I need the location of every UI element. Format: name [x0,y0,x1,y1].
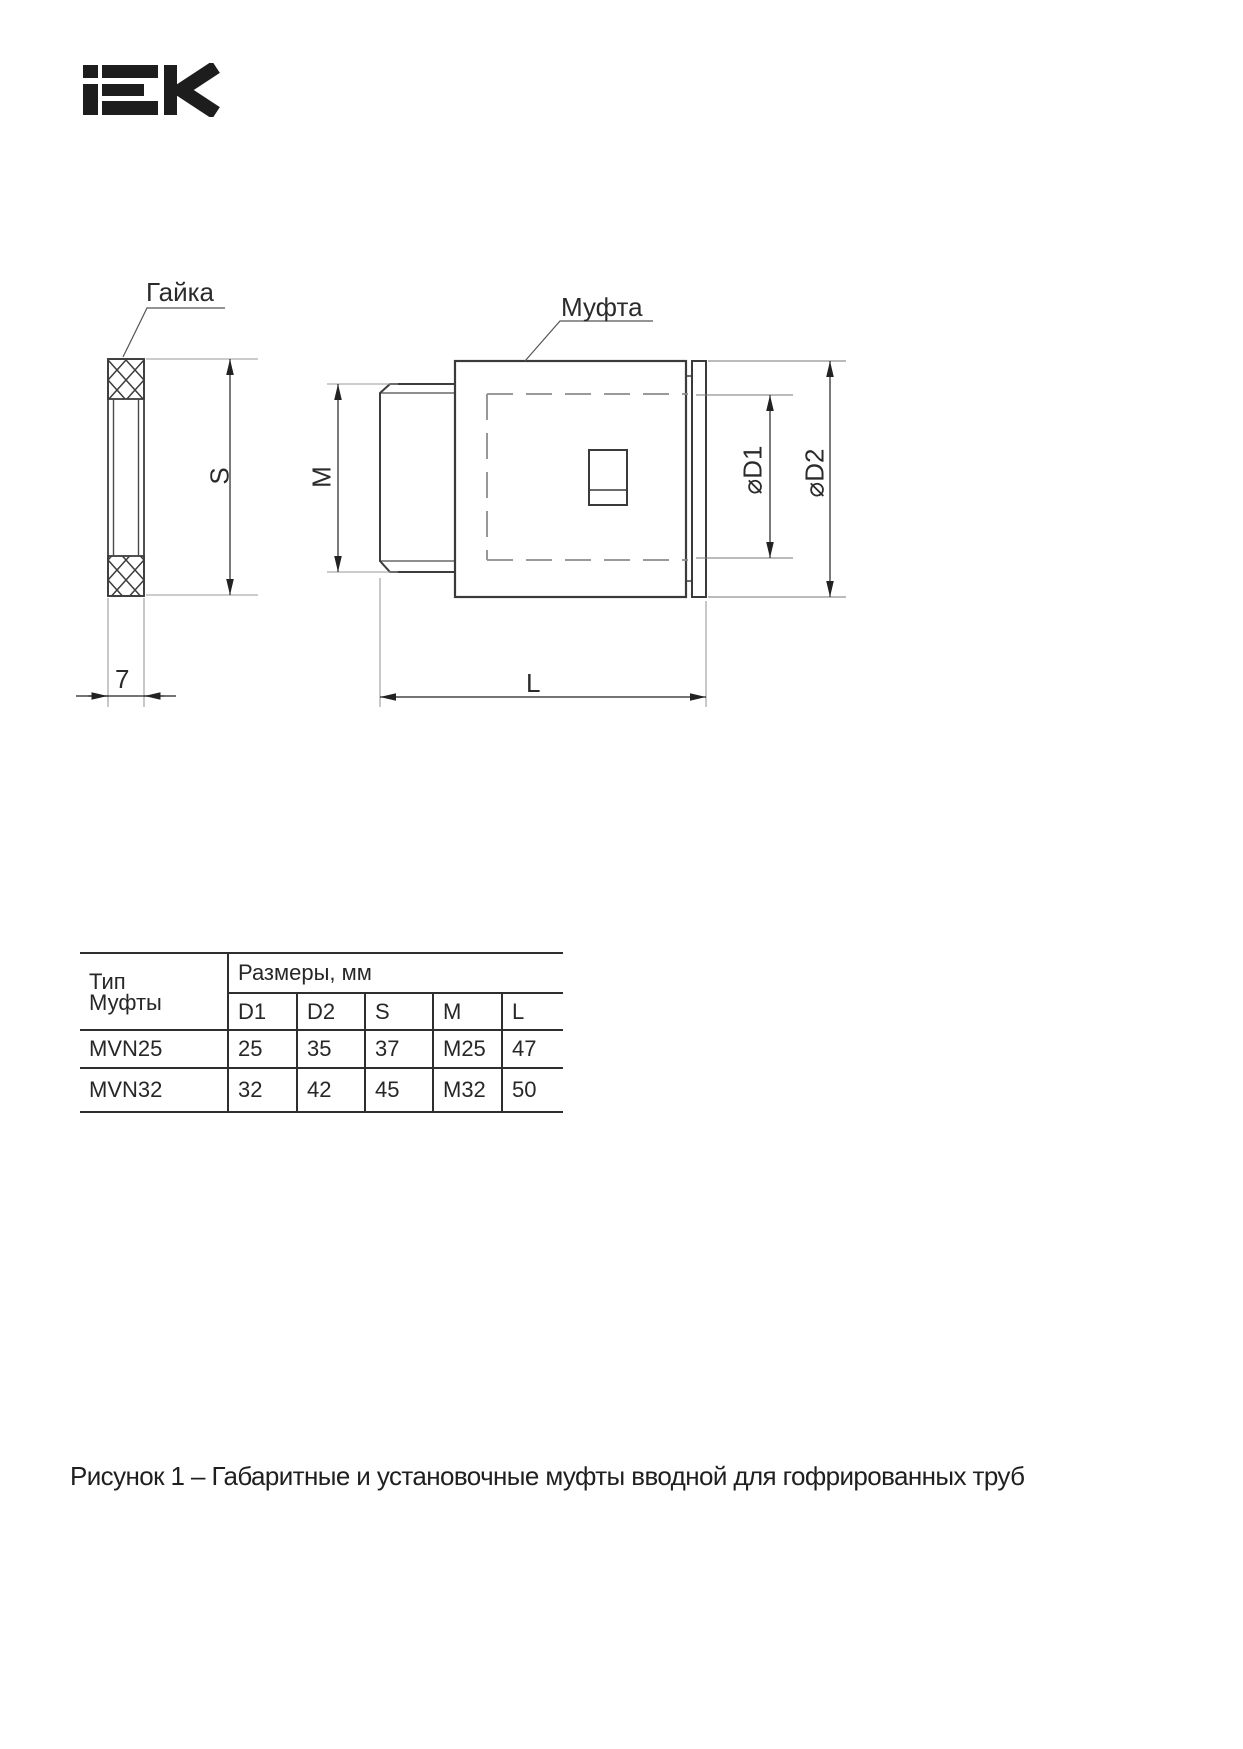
dim-d2-label: ⌀D2 [799,448,830,498]
coupling-side-view [327,321,846,707]
col-header-m: M [433,993,502,1030]
dim-l-label: L [526,668,541,698]
cell-l: 47 [502,1030,563,1068]
table-row [80,1068,563,1112]
col-header-d2: D2 [297,993,365,1030]
dim-d1-label: ⌀D1 [737,445,768,495]
cell-type: MVN32 [80,1068,228,1112]
cell-d1: 25 [228,1030,297,1068]
coupling-label: Муфта [561,292,643,322]
cell-s: 45 [365,1068,433,1112]
col-header-type-line2: Муфты [89,989,162,1015]
dim-7-label: 7 [115,664,130,694]
cell-type: MVN25 [80,1030,228,1068]
figure-caption: Рисунок 1 – Габаритные и установочные муфты вводной для гофрированных труб [70,1461,1025,1491]
cell-m: M32 [433,1068,502,1112]
col-header-sizes: Размеры, мм [228,953,563,993]
cell-d2: 35 [297,1030,365,1068]
cell-m: M25 [433,1030,502,1068]
dim-m-label: M [306,466,337,488]
cell-d1: 32 [228,1068,297,1112]
table-row [80,1030,563,1068]
col-header-l: L [502,993,563,1030]
col-header-type [80,953,228,1030]
nut-label: Гайка [146,277,215,307]
dim-s-label: S [204,467,235,485]
col-header-d1: D1 [238,998,267,1024]
cell-l: 50 [502,1068,563,1112]
col-header-type-line1: Тип [89,968,126,994]
dimensions-table [80,952,563,1113]
cell-s: 37 [365,1030,433,1068]
cell-d2: 42 [297,1068,365,1112]
col-header-s: S [365,993,433,1030]
nut-section-view [76,308,258,707]
